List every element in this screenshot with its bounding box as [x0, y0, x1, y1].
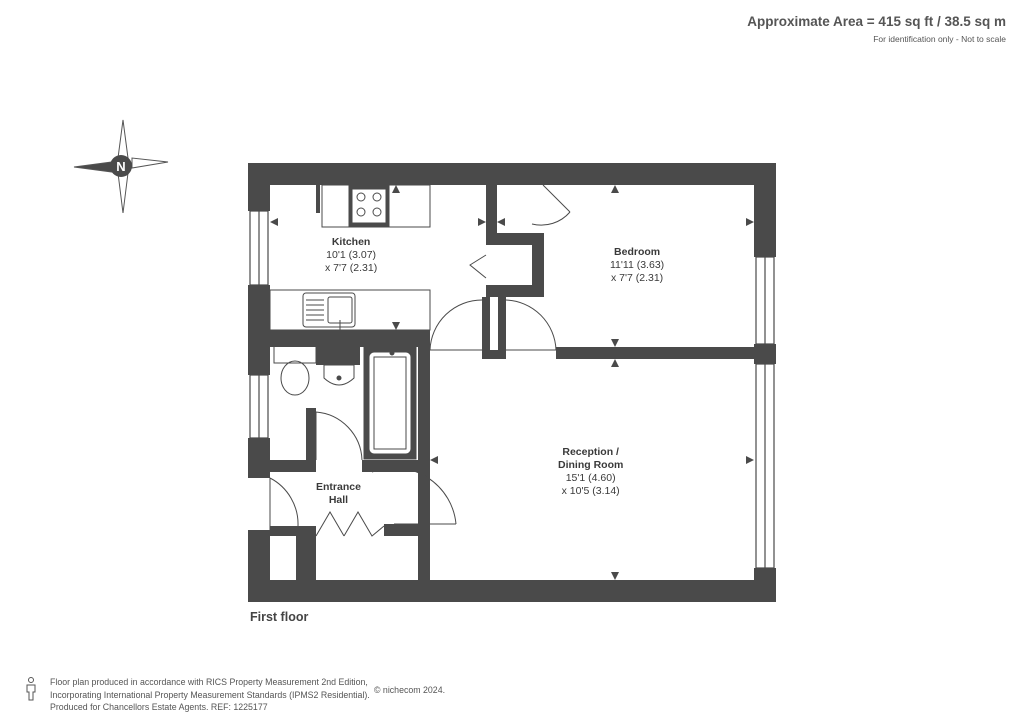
- footer-line-3: Produced for Chancellors Estate Agents. REF: 1225177: [50, 702, 268, 712]
- kitchen-dimension-2: x 7'7 (2.31): [325, 262, 378, 274]
- footer-disclaimer: [50, 676, 446, 714]
- reception-dimension-1: 15'1 (4.60): [565, 472, 616, 484]
- compass-letter: N: [116, 159, 126, 174]
- room-label-bedroom: [610, 246, 664, 285]
- room-label-kitchen: [325, 236, 377, 275]
- reception-name-2: Dining Room: [558, 459, 624, 471]
- kitchen-name: Kitchen: [331, 236, 371, 248]
- floor-label: First floor: [250, 610, 309, 624]
- person-icon: [24, 677, 38, 701]
- entrance-name-1: Entrance: [316, 481, 361, 493]
- reception-dimension-2: x 10'5 (3.14): [561, 485, 620, 497]
- bedroom-name: Bedroom: [614, 246, 661, 258]
- approximate-area: Approximate Area = 415 sq ft / 38.5 sq m: [747, 14, 1006, 29]
- room-label-entrance-hall: [316, 481, 361, 507]
- compass-rose-icon: [74, 120, 168, 213]
- footer-copyright: © nichecom 2024.: [374, 685, 446, 695]
- kitchen-dimension-1: 10'1 (3.07): [326, 249, 377, 261]
- bedroom-dimension-1: 11'11 (3.63): [610, 259, 665, 271]
- entrance-name-2: Hall: [328, 494, 349, 506]
- bedroom-dimension-2: x 7'7 (2.31): [610, 272, 664, 284]
- reception-name-1: Reception /: [562, 446, 619, 458]
- room-label-reception: [558, 446, 623, 498]
- walls: [248, 163, 776, 602]
- footer-line-1: Floor plan produced in accordance with RICS Property Measurement 2nd Edition,: [50, 677, 368, 687]
- footer-line-2: Incorporating International Property Measurement Standards (IPMS2 Residential).: [50, 689, 370, 700]
- scale-note: For identification only - Not to scale: [873, 34, 1006, 44]
